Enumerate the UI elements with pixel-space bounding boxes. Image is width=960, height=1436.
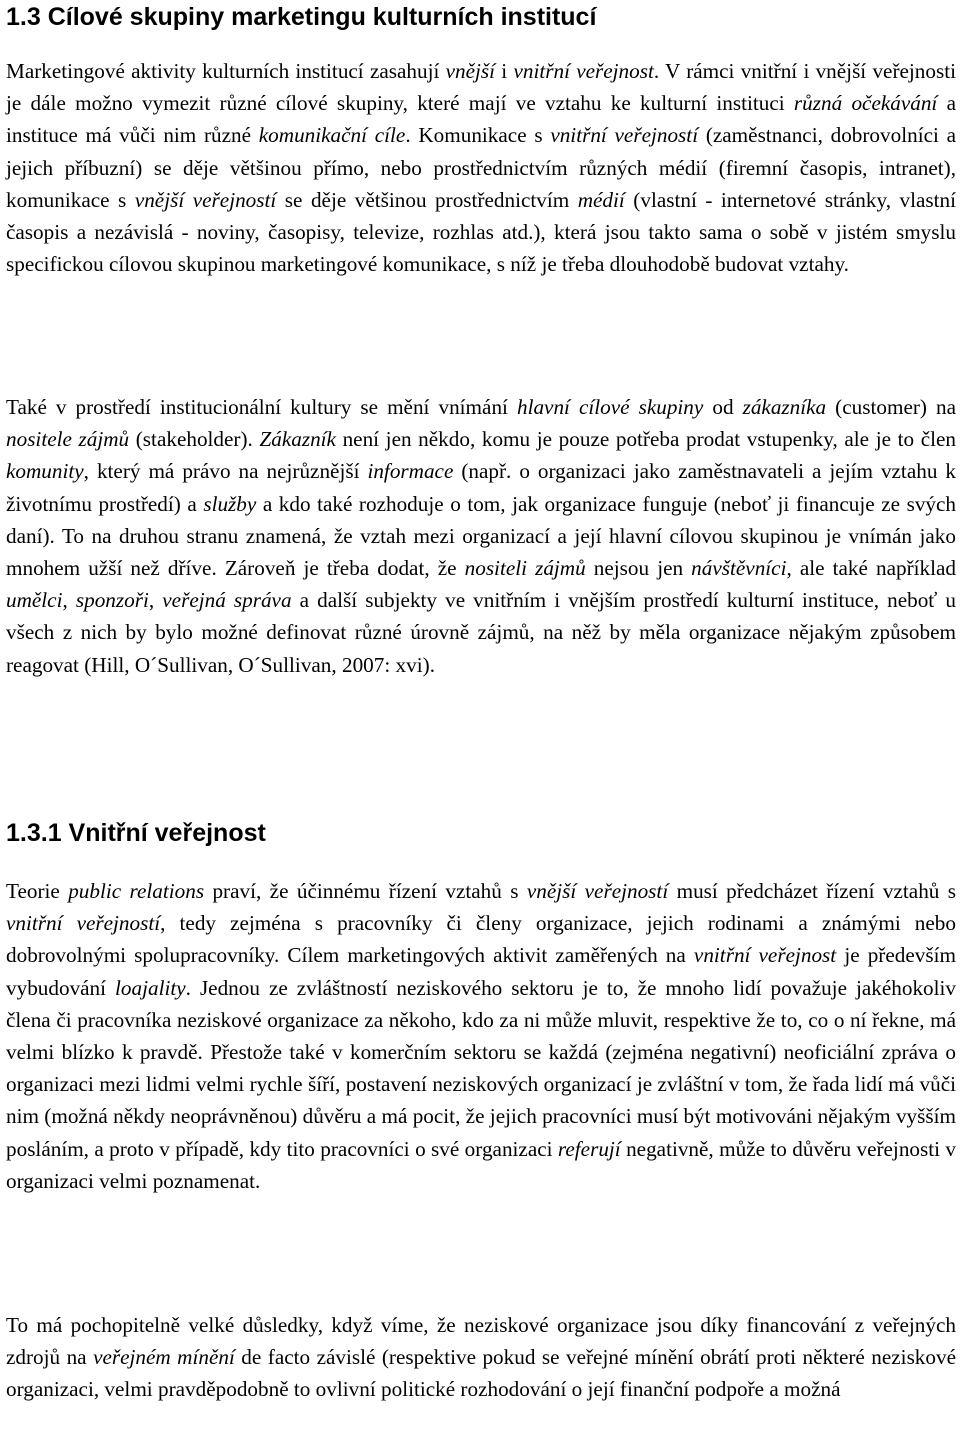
text-run: negativně, může to důvěru veřejnosti v organizaci velmi poznamenat.	[6, 1136, 957, 1193]
emphasized-term: sponzoři	[75, 588, 149, 613]
section-heading-1-3-1: 1.3.1 Vnitřní veřejnost	[6, 819, 266, 847]
emphasized-term: vnější	[445, 59, 496, 83]
text-run: a další subjekty ve vnitřním i vnějším prostředí kulturní instituce, neboť u všech z nich by bylo možné definovat různé úrovně zájmů, na něž by měla organizace nějakým způsobem reagovat (Hill, O´Sullivan, O´Sullivan, 2007: xvi).	[6, 588, 957, 677]
text-run: (stakeholder).	[129, 427, 260, 452]
paragraph-public-relations	[6, 875, 956, 1197]
emphasized-term: veřejná správa	[162, 588, 292, 613]
emphasized-term: Zákazník	[259, 427, 336, 452]
emphasized-term: vnitřní veřejností	[6, 911, 161, 936]
text-run: Marketingové aktivity kulturních institucí zasahují	[6, 59, 446, 83]
text-run: To má pochopitelně velké důsledky, když víme, že neziskové organizace jsou díky financování z veřejných zdrojů na	[6, 1313, 956, 1370]
emphasized-term: vnější veřejností	[526, 879, 669, 903]
text-run: od	[703, 395, 743, 419]
emphasized-term: vnější veřejností	[134, 187, 277, 212]
text-run: (např. o organizaci jako zaměstnavateli a jejím vztahu k životnímu prostředí) a	[6, 459, 956, 516]
text-run: se děje většinou prostřednictvím	[276, 187, 578, 212]
emphasized-term: komunity	[6, 459, 84, 484]
emphasized-term: veřejném mínění	[93, 1345, 235, 1370]
emphasized-term: různá očekávání	[793, 91, 938, 116]
text-run: není jen někdo, komu je pouze potřeba prodat vstupenky, ale je to člen	[335, 427, 956, 452]
text-run: Teorie	[6, 879, 69, 903]
emphasized-term: komunikační cíle	[258, 123, 406, 148]
text-run: . V rámci vnitřní i vnější veřejnosti je dále možno vymezit různé cílové skupiny, které mají ve vztahu ke kulturní instituci	[6, 59, 957, 116]
emphasized-term: umělci	[6, 588, 63, 613]
text-run: i	[495, 59, 514, 83]
text-run: ,	[148, 588, 163, 613]
text-run: ,	[62, 588, 76, 613]
emphasized-term: loajality	[115, 975, 186, 1000]
text-run: de facto závislé (respektive pokud se veřejné mínění obrátí proti některé neziskové organizaci, velmi pravděpodobně to ovlivní politické rozhodování o její finanční podpoře a možná	[6, 1345, 956, 1402]
text-run: , který má právo na nejrůznější	[83, 459, 368, 484]
emphasized-term: návštěvníci	[691, 556, 787, 581]
emphasized-term: public relations	[68, 879, 205, 903]
section-heading-1-3: 1.3 Cílové skupiny marketingu kulturních institucí	[6, 3, 597, 31]
emphasized-term: nositeli zájmů	[464, 556, 586, 581]
text-run: a kdo také rozhoduje o tom, jak organizace funguje (neboť ji financuje ze svých daní). To na druhou stranu znamená, že vztah mezi organizací a její hlavní cílovou skupinou je vnímán jako mnohem užší než dříve. Zároveň je třeba dodat, že	[6, 491, 956, 581]
text-run: praví, že účinnému řízení vztahů s	[204, 879, 527, 903]
emphasized-term: vnitřní veřejností	[550, 123, 699, 148]
emphasized-term: vnitřní veřejnost	[513, 59, 654, 83]
text-run: (vlastní - internetové stránky, vlastní časopis a nezávislá - noviny, časopisy, televize, rozhlas atd.), která jsou takto sama o sobě v jistém smyslu specifickou cílovou skupinou marketingové komunikace, s níž je třeba dlouhodobě budovat vztahy.	[6, 187, 957, 277]
text-run: . Komunikace s	[405, 123, 551, 148]
emphasized-term: služby	[203, 491, 257, 516]
text-run: je především vybudování	[6, 943, 956, 1000]
text-run: a instituce má vůči nim různé	[6, 91, 956, 148]
emphasized-term: vnitřní veřejnost	[693, 943, 837, 968]
paragraph-cilove-skupiny	[6, 55, 956, 280]
emphasized-term: hlavní cílové skupiny	[516, 395, 704, 419]
emphasized-term: zákazníka	[742, 395, 827, 419]
text-run: , tedy zejména s pracovníky či členy organizace, jejich rodinami a známými nebo dobrovolnými spolupracovníky. Cílem marketingových aktivit zaměřených na	[6, 911, 956, 968]
paragraph-verejne-mineni	[6, 1309, 956, 1406]
emphasized-term: referují	[557, 1136, 621, 1161]
text-run: musí předcházet řízení vztahů s	[668, 879, 957, 903]
emphasized-term: nositele zájmů	[6, 427, 130, 452]
text-run: (customer) na	[826, 395, 956, 419]
emphasized-term: informace	[367, 459, 454, 484]
text-run: Také v prostředí institucionální kultury se mění vnímání	[6, 395, 517, 419]
text-run: (zaměstnanci, dobrovolníci a jejich příbuzní) se děje většinou přímo, nebo prostřednictvím různých médií (firemní časopis, intranet), komunikace s	[6, 123, 956, 212]
text-run: . Jednou ze zvláštností neziskového sektoru je to, že mnoho lidí považuje jakéhokoliv člena či pracovníka neziskové organizace za někoho, kdo za ni může mluvit, respektive že to, co o ní řekne, má velmi blízko k pravdě. Přestože také v komerčním sektoru se každá (zejména negativní) neoficiální zpráva o organizaci mezi lidmi velmi rychle šíří, postavení neziskových organizací je zvláštní v tom, že řada lidí má vůči nim (možná někdy neoprávněnou) důvěru a má pocit, že jejich pracovníci musí být motivováni nějakým vyšším posláním, a proto v případě, kdy tito pracovníci o své organizaci	[6, 975, 956, 1161]
paragraph-hlavni-cilove-skupiny	[6, 391, 956, 681]
text-run: , ale také například	[786, 556, 956, 581]
text-run: nejsou jen	[585, 556, 692, 581]
emphasized-term: médií	[577, 187, 625, 212]
